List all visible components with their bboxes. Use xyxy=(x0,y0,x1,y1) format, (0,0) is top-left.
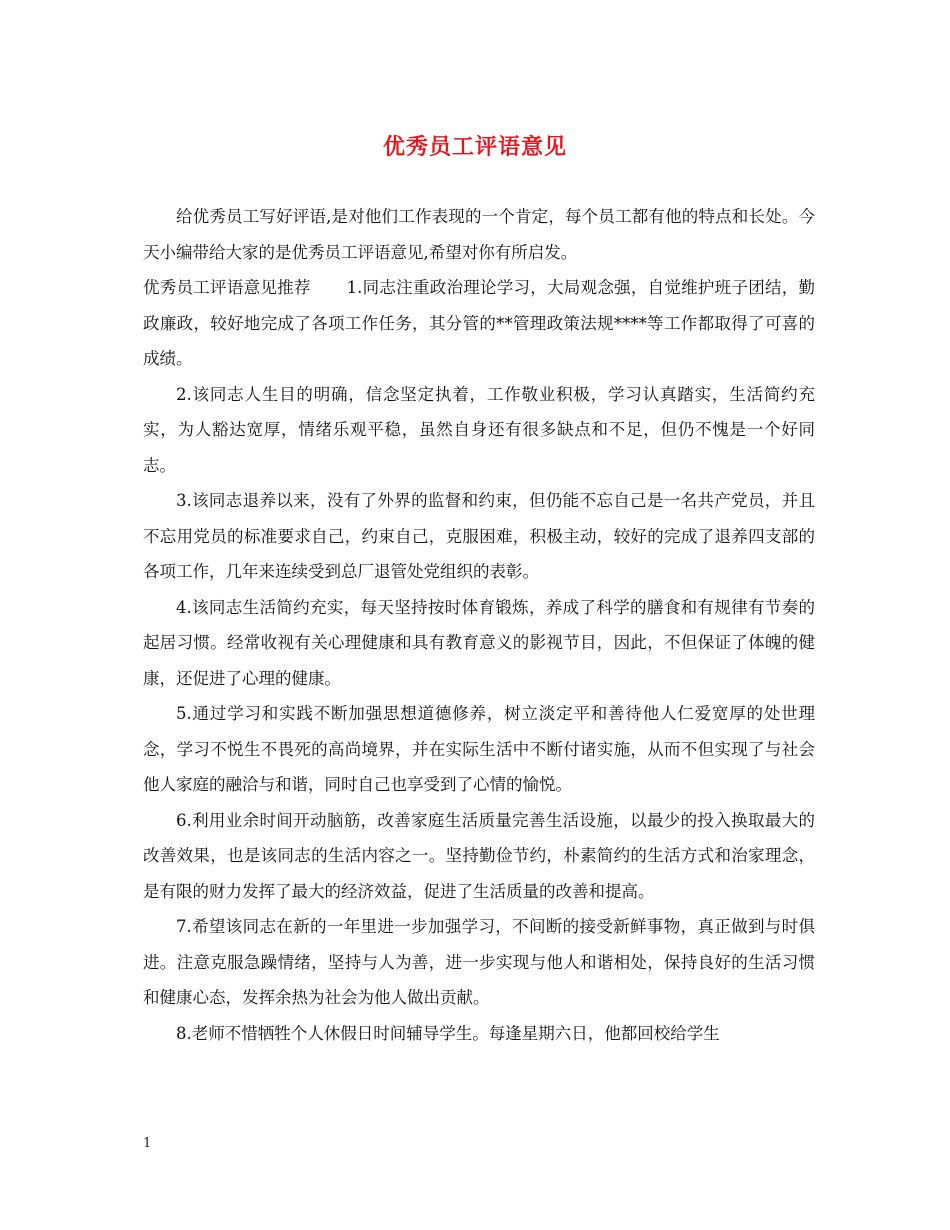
page-number: 1 xyxy=(143,1136,152,1151)
item-1-text: 1.同志注重政治理论学习，大局观念强，自觉维护班子团结，勤政廉政，较好地完成了各项工作任务，其分管的**管理政策法规****等工作都取得了可喜的成绩。 xyxy=(143,278,815,368)
item-1-paragraph xyxy=(143,270,815,377)
item-4-paragraph: 4.该同志生活简约充实，每天坚持按时体育锻炼，养成了科学的膳食和有规律有节奏的起居习惯。经常收视有关心理健康和具有教育意义的影视节目，因此，不但保证了体魄的健康，还促进了心理的健康。 xyxy=(143,597,815,688)
section-heading: 优秀员工评语意见推荐 xyxy=(143,278,311,297)
document-title: 优秀员工评语意见 xyxy=(382,134,567,160)
item-5-paragraph: 5.通过学习和实践不断加强思想道德修养，树立淡定平和善待他人仁爱宽厚的处世理念，学习不悦生不畏死的高尚境界，并在实际生活中不断付诸实施，从而不但实现了与社会他人家庭的融洽与和谐，同时自己也享受到了心情的愉悦。 xyxy=(143,704,815,794)
item-2-paragraph: 2.该同志人生目的明确，信念坚定执着，工作敬业积极，学习认真踏实，生活简约充实，为人豁达宽厚，情绪乐观平稳，虽然自身还有很多缺点和不足，但仍不愧是一个好同志。 xyxy=(143,384,815,475)
intro-paragraph: 给优秀员工写好评语,是对他们工作表现的一个肯定，每个员工都有他的特点和长处。今天小编带给大家的是优秀员工评语意见,希望对你有所启发。 xyxy=(143,207,815,262)
document-body xyxy=(143,199,815,1051)
item-3-paragraph: 3.该同志退养以来，没有了外界的监督和约束，但仍能不忘自己是一名共产党员，并且不忘用党员的标准要求自己，约束自己，克服困难，积极主动，较好的完成了退养四支部的各项工作，几年来连续受到总厂退管处党组织的表彰。 xyxy=(143,491,815,581)
item-8-paragraph: 8.老师不惜牺牲个人休假日时间辅导学生。每逢星期六日，他都回校给学生 xyxy=(176,1023,720,1043)
item-7-paragraph: 7.希望该同志在新的一年里进一步加强学习，不间断的接受新鲜事物，真正做到与时俱进。注意克服急躁情绪，坚持与人为善，进一步实现与他人和谐相处，保持良好的生活习惯和健康心态，发挥余热为社会为他人做出贡献。 xyxy=(143,917,815,1007)
item-6-paragraph: 6.利用业余时间开动脑筋，改善家庭生活质量完善生活设施，以最少的投入换取最大的改善效果，也是该同志的生活内容之一。坚持勤俭节约，朴素简约的生活方式和治家理念，是有限的财力发挥了最大的经济效益，促进了生活质量的改善和提高。 xyxy=(143,810,815,901)
